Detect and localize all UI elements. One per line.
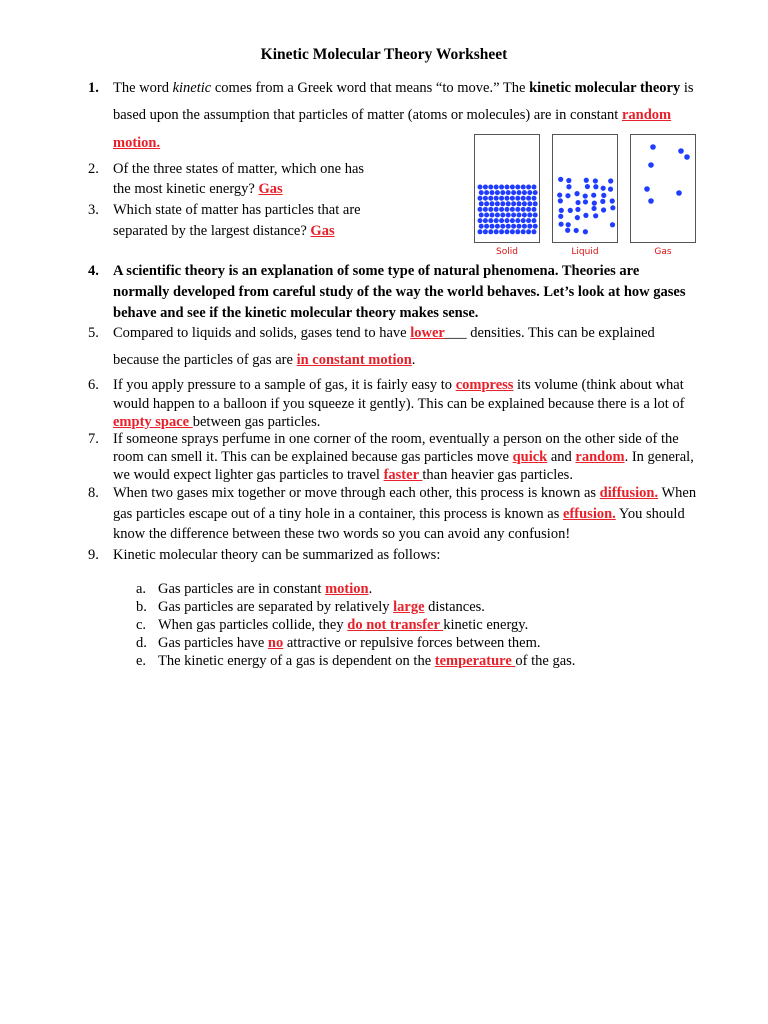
liquid-particle bbox=[610, 198, 615, 203]
solid-particle bbox=[510, 218, 515, 223]
liquid-particle bbox=[557, 192, 562, 197]
solid-particle bbox=[488, 207, 493, 212]
solid-particle bbox=[479, 213, 484, 218]
liquid-particle bbox=[574, 191, 579, 196]
liquid-particle bbox=[583, 199, 588, 204]
solid-particle bbox=[499, 218, 504, 223]
question-4: 4. A scientific theory is an explanation of some type of natural phenomena. Theories are normally developed from careful study of the way the world behaves. Let’s look at how gases behave and see if the kinetic molecular theory makes sense. bbox=[88, 263, 686, 321]
answer-compress: compress bbox=[455, 377, 514, 393]
answer-diffusion: diffusion. bbox=[599, 485, 659, 501]
liquid-container bbox=[552, 134, 618, 243]
solid-particle bbox=[532, 207, 537, 212]
solid-particle bbox=[527, 201, 532, 206]
question-number: 4. bbox=[88, 263, 99, 279]
answer-gas: Gas bbox=[310, 223, 335, 239]
liquid-particle bbox=[583, 229, 588, 234]
liquid-particle bbox=[558, 214, 563, 219]
solid-particle bbox=[484, 190, 489, 195]
answer-quick: quick bbox=[512, 449, 548, 465]
solid-particle bbox=[500, 224, 505, 229]
liquid-particle bbox=[600, 199, 605, 204]
solid-particle bbox=[526, 185, 531, 190]
question-7: 7. If someone sprays perfume in one corner of the room, eventually a person on the other side of the room can smell it. This can be explained because gas particles move quick and random. In general, we would expect lighter gas particles to travel faster than heavier gas particles. bbox=[88, 431, 694, 483]
solid-particle bbox=[494, 229, 499, 234]
solid-particle bbox=[499, 196, 504, 201]
solid-particle bbox=[522, 224, 527, 229]
liquid-particle bbox=[610, 222, 615, 227]
solid-particle bbox=[526, 218, 531, 223]
label-liquid: Liquid bbox=[571, 247, 599, 257]
liquid-particle bbox=[608, 178, 613, 183]
solid-particle bbox=[526, 229, 531, 234]
solid-particle bbox=[479, 224, 484, 229]
solid-particle bbox=[532, 218, 537, 223]
solid-particle bbox=[484, 213, 489, 218]
solid-particle bbox=[521, 207, 526, 212]
solid-particle bbox=[505, 185, 510, 190]
solid-particle bbox=[527, 224, 532, 229]
liquid-particles bbox=[553, 135, 616, 241]
answer-faster: faster bbox=[383, 467, 423, 483]
question-number: 3. bbox=[88, 202, 99, 218]
solid-particle bbox=[522, 190, 527, 195]
solid-particle bbox=[478, 207, 483, 212]
solid-particle bbox=[517, 190, 522, 195]
states-of-matter-figure bbox=[470, 134, 700, 260]
solid-particle bbox=[533, 224, 538, 229]
solid-particle bbox=[483, 229, 488, 234]
liquid-particle bbox=[575, 207, 580, 212]
gas-particle bbox=[648, 198, 654, 204]
solid-particle bbox=[505, 196, 510, 201]
solid-particle bbox=[500, 213, 505, 218]
liquid-particle bbox=[591, 206, 596, 211]
liquid-particle bbox=[565, 228, 570, 233]
solid-particle bbox=[521, 196, 526, 201]
solid-particle bbox=[478, 229, 483, 234]
solid-particle bbox=[521, 218, 526, 223]
liquid-particle bbox=[583, 213, 588, 218]
liquid-particle bbox=[601, 186, 606, 191]
gas-particle bbox=[676, 190, 682, 196]
question-number: 7. bbox=[88, 431, 99, 447]
question-number: 5. bbox=[88, 325, 99, 341]
question-1: 1. The word kinetic comes from a Greek word that means “to move.” The kinetic molecular theory is based upon the assumption that particles of matter (atoms or molecules) are in constant random motion. bbox=[88, 80, 694, 151]
solid-particle bbox=[499, 185, 504, 190]
solid-particle bbox=[478, 196, 483, 201]
liquid-particle bbox=[558, 177, 563, 182]
solid-particle bbox=[495, 190, 500, 195]
answer-motion: motion bbox=[325, 581, 369, 597]
solid-particle bbox=[500, 201, 505, 206]
gas-particle bbox=[678, 148, 684, 154]
solid-particle bbox=[522, 201, 527, 206]
solid-particle bbox=[490, 224, 495, 229]
solid-particle bbox=[488, 185, 493, 190]
gas-particle bbox=[648, 162, 654, 168]
solid-particle bbox=[505, 207, 510, 212]
solid-particle bbox=[532, 229, 537, 234]
question-number: 9. bbox=[88, 547, 99, 563]
liquid-particle bbox=[559, 208, 564, 213]
solid-particle bbox=[490, 213, 495, 218]
answer-in-constant-motion: in constant motion bbox=[296, 352, 412, 368]
liquid-particle bbox=[566, 184, 571, 189]
question-8: 8. When two gases mix together or move through each other, this process is known as diffusion. When gas particles escape out of a tiny hole in a container, this process is known as effusion. You should know the difference between these two words so you can avoid any confusion! bbox=[88, 485, 697, 542]
solid-particle bbox=[483, 207, 488, 212]
answer-random: random bbox=[621, 107, 672, 123]
solid-particle bbox=[532, 185, 537, 190]
solid-particle bbox=[505, 218, 510, 223]
answer-no: no bbox=[267, 635, 284, 651]
question-5: 5. Compared to liquids and solids, gases tend to have lower___ densities. This can be explained because the particles of gas are in constant motion. bbox=[88, 325, 655, 368]
liquid-particle bbox=[558, 222, 563, 227]
liquid-particle bbox=[591, 193, 596, 198]
solid-particle bbox=[483, 218, 488, 223]
solid-particle bbox=[494, 185, 499, 190]
solid-particle bbox=[515, 229, 520, 234]
solid-particle bbox=[490, 201, 495, 206]
solid-particle bbox=[511, 201, 516, 206]
solid-particle bbox=[506, 224, 511, 229]
solid-particle bbox=[517, 213, 522, 218]
solid-particle bbox=[515, 185, 520, 190]
question-number: 1. bbox=[88, 80, 99, 96]
question-number: 8. bbox=[88, 485, 99, 501]
liquid-particle bbox=[558, 198, 563, 203]
question-2: 2. Of the three states of matter, which one has the most kinetic energy? Gas bbox=[88, 161, 365, 197]
solid-particle bbox=[484, 224, 489, 229]
solid-container bbox=[474, 134, 540, 243]
solid-particle bbox=[488, 218, 493, 223]
answer-temperature: temperature bbox=[434, 653, 516, 669]
solid-particles bbox=[475, 135, 538, 241]
solid-particle bbox=[527, 190, 532, 195]
solid-particle bbox=[511, 190, 516, 195]
solid-particle bbox=[510, 229, 515, 234]
liquid-particle bbox=[601, 193, 606, 198]
solid-particle bbox=[494, 196, 499, 201]
solid-particle bbox=[533, 201, 538, 206]
answer-large: large bbox=[393, 599, 425, 615]
solid-particle bbox=[478, 218, 483, 223]
answer-effusion: effusion. bbox=[563, 506, 616, 522]
solid-particle bbox=[500, 190, 505, 195]
solid-particle bbox=[488, 229, 493, 234]
solid-particle bbox=[532, 196, 537, 201]
worksheet-title: Kinetic Molecular Theory Worksheet bbox=[260, 46, 508, 63]
label-gas: Gas bbox=[654, 247, 672, 257]
solid-particle bbox=[511, 224, 516, 229]
question-number: 6. bbox=[88, 377, 99, 393]
solid-particle bbox=[521, 229, 526, 234]
solid-particle bbox=[479, 201, 484, 206]
solid-particle bbox=[484, 201, 489, 206]
solid-particle bbox=[488, 196, 493, 201]
solid-particle bbox=[526, 196, 531, 201]
answer-empty-space: empty space bbox=[113, 414, 193, 430]
liquid-particle bbox=[585, 184, 590, 189]
solid-particle bbox=[494, 207, 499, 212]
gas-container bbox=[630, 134, 696, 243]
label-solid: Solid bbox=[496, 247, 518, 257]
solid-particle bbox=[510, 185, 515, 190]
solid-particle bbox=[495, 224, 500, 229]
solid-particle bbox=[526, 207, 531, 212]
answer-gas: Gas bbox=[258, 181, 283, 197]
solid-particle bbox=[490, 190, 495, 195]
solid-particle bbox=[510, 196, 515, 201]
solid-particle bbox=[506, 201, 511, 206]
solid-particle bbox=[517, 224, 522, 229]
solid-particle bbox=[515, 218, 520, 223]
solid-particle bbox=[515, 196, 520, 201]
liquid-particle bbox=[574, 228, 579, 233]
gas-particle bbox=[644, 186, 650, 192]
liquid-particle bbox=[568, 208, 573, 213]
answer-random: random bbox=[575, 449, 625, 465]
gas-particles bbox=[631, 135, 694, 241]
solid-particle bbox=[521, 185, 526, 190]
answer-do-not-transfer: do not transfer bbox=[347, 617, 444, 633]
solid-particle bbox=[533, 190, 538, 195]
solid-particle bbox=[506, 190, 511, 195]
question-number: 2. bbox=[88, 161, 99, 177]
solid-particle bbox=[499, 207, 504, 212]
solid-particle bbox=[483, 196, 488, 201]
solid-particle bbox=[517, 201, 522, 206]
solid-particle bbox=[533, 213, 538, 218]
question-6: 6. If you apply pressure to a sample of gas, it is fairly easy to compress its volume (think about what would happen to a balloon if you squeeze it gently). This can be explained because there is a lot of empty space between gas particles. bbox=[88, 377, 685, 430]
liquid-particle bbox=[565, 193, 570, 198]
liquid-particle bbox=[593, 178, 598, 183]
solid-particle bbox=[511, 213, 516, 218]
answer-lower: lower bbox=[410, 325, 445, 341]
solid-particle bbox=[499, 229, 504, 234]
gas-particle bbox=[684, 154, 690, 160]
liquid-particle bbox=[583, 193, 588, 198]
solid-particle bbox=[478, 185, 483, 190]
liquid-particle bbox=[601, 207, 606, 212]
liquid-particle bbox=[593, 213, 598, 218]
liquid-particle bbox=[575, 215, 580, 220]
solid-particle bbox=[522, 213, 527, 218]
liquid-particle bbox=[610, 205, 615, 210]
solid-particle bbox=[479, 190, 484, 195]
solid-particle bbox=[515, 207, 520, 212]
liquid-particle bbox=[584, 178, 589, 183]
solid-particle bbox=[505, 229, 510, 234]
solid-particle bbox=[495, 213, 500, 218]
liquid-particle bbox=[593, 184, 598, 189]
question-9: 9. Kinetic molecular theory can be summarized as follows: bbox=[88, 547, 441, 563]
solid-particle bbox=[527, 213, 532, 218]
solid-particle bbox=[495, 201, 500, 206]
liquid-particle bbox=[592, 201, 597, 206]
worksheet-page: Kinetic Molecular Theory Worksheet 1. The word kinetic comes from a Greek word that means “to move.” The kinetic molecular theory is based upon the assumption that particles of matter (atoms or molecules) are in constant random motion. 2. Of the three states of matter, which one has the most kinetic energy? Gas 3. Which state of matter has particles that are separated by the largest distance? Gas Solid Liquid Gas 4. A scientific theory is an explanation of some type of natural phenomena. Theories are normally developed from careful study of the way the world behaves. Let’s look at how gases behave and see if the kinetic molecular theory makes sense. 5. Compared to liquids and solids, gases tend to have lower___ densities. This can be explained because the particles of gas are in constant motion. 6. If you apply pressure to a sample of gas, it is fairly easy to compress its volume (think about what would happen to a balloon if you squeeze it gently). This can be explained because there is a lot of empty space between gas particles. 7. If someone sprays perfume in one corner of the room, eventually a person on the other side of the room can smell it. This can be explained because gas particles move quick and random. In general, we would expect lighter gas particles to travel faster than heavier gas particles. 8. When two gases mix together or move through each other, this process is known as diffusion. When gas particles escape out of a tiny hole in a container, this process is known as effusion. You should know the difference between these two words so you can avoid any confusion! 9. Kinetic molecular theory can be summarized as follows: a. Gas particles are in constant motion. b. Gas particles are separated by relatively large distances. c. When gas particles collide, they do not transfer kinetic energy. d. Gas particles have no attractive or repulsive forces between them. e. The kinetic energy of a gas is dependent on the temperature of the gas. bbox=[0, 0, 768, 1024]
solid-particle bbox=[510, 207, 515, 212]
solid-particle bbox=[494, 218, 499, 223]
gas-particle bbox=[650, 144, 656, 150]
solid-particle bbox=[483, 185, 488, 190]
liquid-particle bbox=[566, 178, 571, 183]
liquid-particle bbox=[575, 200, 580, 205]
liquid-particle bbox=[608, 187, 613, 192]
solid-particle bbox=[506, 213, 511, 218]
question-3: 3. Which state of matter has particles that are separated by the largest distance? Gas bbox=[88, 202, 361, 239]
answer-motion: motion. bbox=[113, 135, 161, 151]
liquid-particle bbox=[566, 222, 571, 227]
